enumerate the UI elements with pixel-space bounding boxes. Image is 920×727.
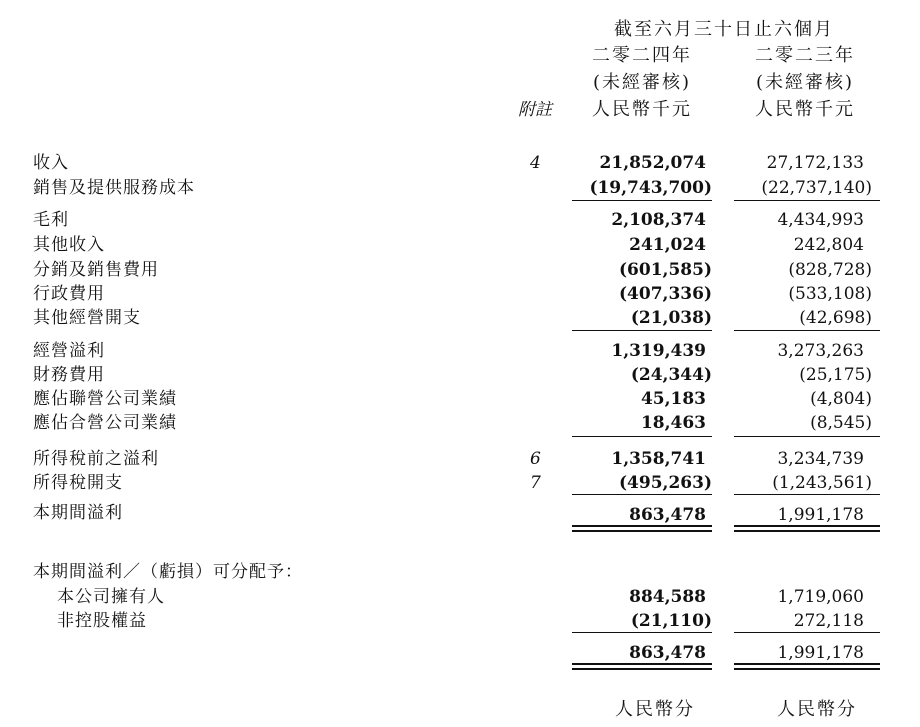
col-2023-audit: (未經審核) — [755, 72, 855, 93]
row-value-2024: 45,183 — [640, 389, 706, 409]
subtotal-rule-2024 — [572, 632, 712, 633]
total-double-rule-2023 — [734, 668, 880, 670]
row-value-2024: 18,463 — [640, 413, 706, 433]
row-value-2023: 1,991,178 — [777, 505, 864, 525]
col-2023-year: 二零二三年 — [755, 45, 855, 66]
col-2024-unit: 人民幣千元 — [592, 99, 692, 120]
row-label-revenue: 收入 — [33, 153, 69, 173]
row-label-operating-profit: 經營溢利 — [33, 341, 105, 361]
attribution-total-2024: 863,478 — [629, 643, 706, 663]
row-value-2024: (19,743,700) — [589, 178, 712, 198]
row-label-admin-expenses: 行政費用 — [33, 284, 105, 304]
row-value-2023: (4,804) — [810, 389, 872, 409]
footer-unit-2023: 人民幣分 — [777, 699, 857, 720]
row-note-income-tax: 7 — [530, 473, 541, 493]
footer-unit-2024: 人民幣分 — [615, 699, 695, 720]
total-double-rule-2024 — [572, 525, 712, 527]
row-value-2024: (407,336) — [619, 284, 712, 304]
attribution-total-2023: 1,991,178 — [777, 643, 864, 663]
row-label-owners: 本公司擁有人 — [57, 587, 165, 607]
total-double-rule-2024 — [572, 530, 712, 532]
row-value-2024: 2,108,374 — [611, 210, 706, 230]
row-value-2024: (21,110) — [630, 611, 712, 631]
row-value-2023: (42,698) — [799, 308, 872, 328]
row-value-2023: (8,545) — [810, 413, 872, 433]
subtotal-rule-2024 — [572, 494, 712, 495]
subtotal-rule-2024 — [572, 330, 712, 331]
row-value-2023: (533,108) — [788, 284, 872, 304]
row-label-other-income: 其他收入 — [33, 235, 105, 255]
row-value-2023: 3,234,739 — [777, 449, 864, 469]
row-value-2023: 242,804 — [793, 235, 864, 255]
attribution-heading: 本期間溢利／（虧損）可分配予： — [33, 562, 303, 582]
col-2023-unit: 人民幣千元 — [755, 99, 855, 120]
note-column-label: 附註 — [518, 100, 552, 120]
row-value-2023: 3,273,263 — [777, 341, 864, 361]
row-note-profit-before-tax: 6 — [530, 449, 541, 469]
total-double-rule-2023 — [734, 525, 880, 527]
col-2024-audit: (未經審核) — [592, 72, 692, 93]
row-value-2023: 272,118 — [793, 611, 864, 631]
row-label-distribution-costs: 分銷及銷售費用 — [33, 260, 159, 280]
row-value-2023: (828,728) — [788, 260, 872, 280]
subtotal-rule-2024 — [572, 200, 712, 201]
row-value-2024: (601,585) — [619, 260, 712, 280]
row-label-share-of-joint-ventures: 應佔合營公司業績 — [33, 413, 177, 433]
row-value-2023: 27,172,133 — [766, 153, 864, 173]
total-double-rule-2023 — [734, 530, 880, 532]
period-heading: 截至六月三十日止六個月 — [614, 19, 834, 40]
row-value-2023: (22,737,140) — [761, 178, 872, 198]
row-value-2024: (495,263) — [619, 473, 712, 493]
row-label-other-operating-expenses: 其他經營開支 — [33, 308, 141, 328]
row-label-profit-before-tax: 所得稅前之溢利 — [33, 449, 159, 469]
row-value-2024: (21,038) — [630, 308, 712, 328]
row-value-2024: 863,478 — [629, 505, 706, 525]
row-value-2023: 4,434,993 — [777, 210, 864, 230]
subtotal-rule-2023 — [734, 494, 880, 495]
row-label-income-tax: 所得稅開支 — [33, 473, 123, 493]
row-value-2024: (24,344) — [630, 365, 712, 385]
total-double-rule-2024 — [572, 668, 712, 670]
row-value-2023: (25,175) — [799, 365, 872, 385]
subtotal-rule-2023 — [734, 632, 880, 633]
row-value-2024: 241,024 — [629, 235, 706, 255]
row-value-2024: 21,852,074 — [599, 153, 706, 173]
row-label-cost-of-sales: 銷售及提供服務成本 — [33, 178, 195, 198]
row-label-share-of-associates: 應佔聯營公司業績 — [33, 389, 177, 409]
row-note-revenue: 4 — [530, 153, 541, 173]
subtotal-rule-2023 — [734, 436, 880, 437]
row-value-2024: 884,588 — [629, 587, 706, 607]
total-double-rule-2024 — [572, 663, 712, 665]
row-label-profit-for-period: 本期間溢利 — [33, 503, 123, 523]
row-value-2023: (1,243,561) — [772, 473, 872, 493]
col-2024-year: 二零二四年 — [592, 45, 692, 66]
subtotal-rule-2023 — [734, 330, 880, 331]
row-label-non-controlling-interests: 非控股權益 — [57, 611, 147, 631]
row-label-finance-costs: 財務費用 — [33, 365, 105, 385]
subtotal-rule-2024 — [572, 436, 712, 437]
row-value-2024: 1,358,741 — [611, 449, 706, 469]
subtotal-rule-2023 — [734, 200, 880, 201]
row-value-2023: 1,719,060 — [777, 587, 864, 607]
row-label-gross-profit: 毛利 — [33, 210, 69, 230]
row-value-2024: 1,319,439 — [611, 341, 706, 361]
total-double-rule-2023 — [734, 663, 880, 665]
